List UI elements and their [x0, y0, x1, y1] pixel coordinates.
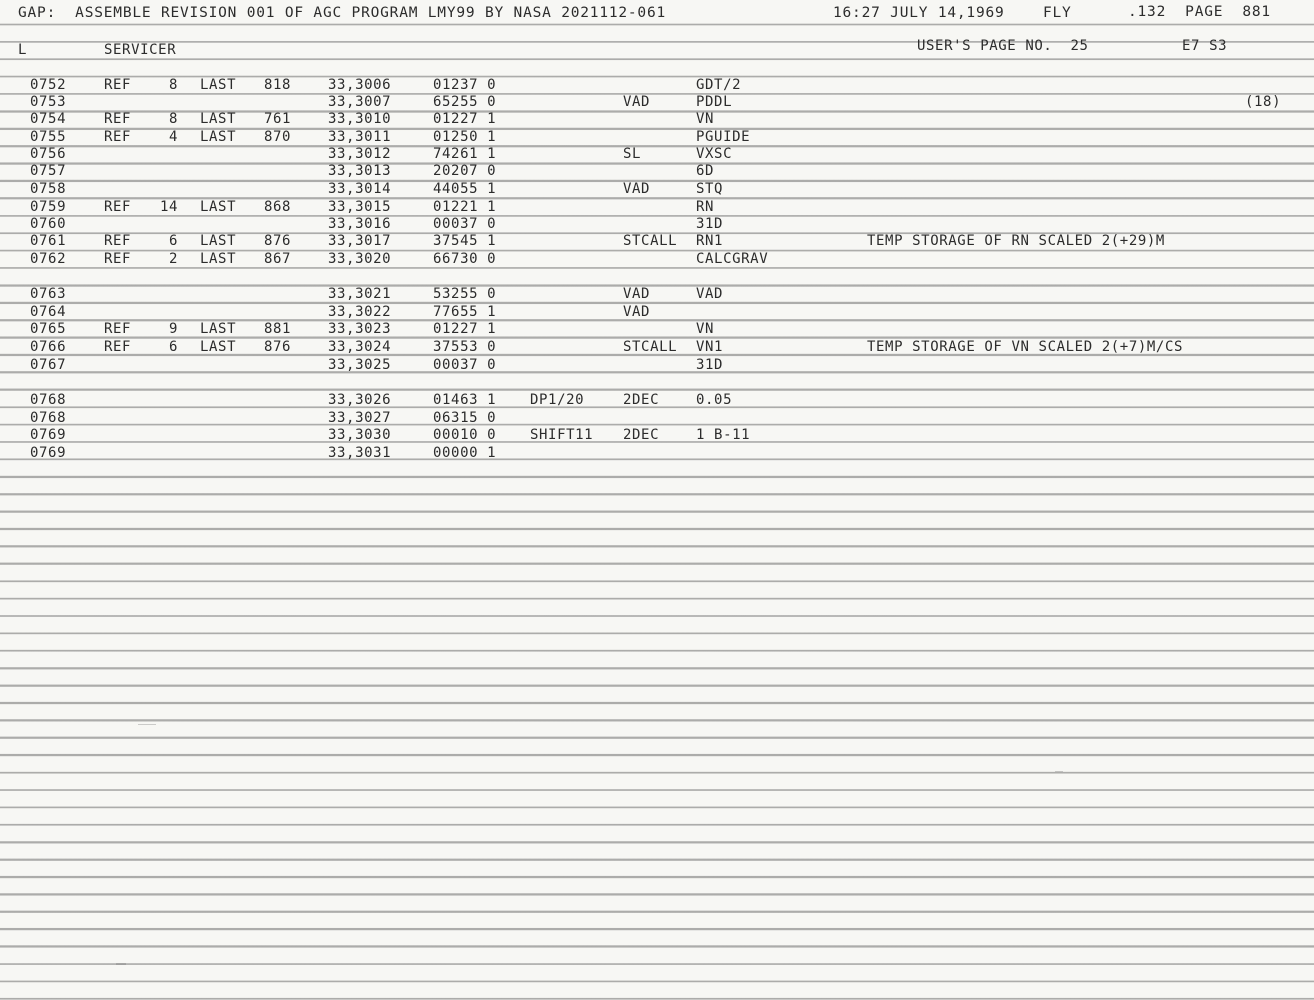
ref-count: 6 [168, 233, 178, 249]
last-line: 876 [264, 339, 292, 355]
last-line: 867 [264, 251, 292, 267]
operand: VAD [696, 286, 724, 302]
line-number: 0757 [30, 163, 67, 179]
operand: 31D [696, 216, 724, 232]
address: 33,3013 [328, 163, 392, 179]
ref-label: REF [104, 77, 132, 93]
comment: TEMP STORAGE OF RN SCALED 2(+29)M [867, 233, 1165, 249]
last-label: LAST [200, 321, 237, 337]
last-line: 761 [264, 111, 292, 127]
octal-word: 74261 1 [433, 146, 497, 162]
ref-label: REF [104, 233, 132, 249]
ref-count: 9 [168, 321, 178, 337]
last-label: LAST [200, 199, 237, 215]
octal-word: 37553 0 [433, 339, 497, 355]
address: 33,3012 [328, 146, 392, 162]
address: 33,3022 [328, 304, 392, 320]
ref-count: 14 [159, 199, 178, 215]
octal-word: 00037 0 [433, 216, 497, 232]
octal-word: 65255 0 [433, 94, 497, 110]
subheader-l: L [18, 42, 28, 58]
section-name: SERVICER [104, 42, 177, 58]
address: 33,3006 [328, 77, 392, 93]
last-label: LAST [200, 339, 237, 355]
address: 33,3007 [328, 94, 392, 110]
address: 33,3031 [328, 445, 392, 461]
address: 33,3023 [328, 321, 392, 337]
octal-word: 01227 1 [433, 111, 497, 127]
paper-smudge [116, 963, 126, 965]
address: 33,3015 [328, 199, 392, 215]
header-time-date: 16:27 JULY 14,1969 [833, 5, 1005, 21]
ref-label: REF [104, 199, 132, 215]
operand: RN1 [696, 233, 724, 249]
symbol-label: SHIFT11 [530, 427, 594, 443]
note: (18) [1245, 94, 1282, 110]
line-number: 0768 [30, 392, 67, 408]
last-line: 870 [264, 129, 292, 145]
header-page: .132 PAGE 881 [1128, 4, 1271, 20]
octal-word: 00010 0 [433, 427, 497, 443]
operand: VN [696, 111, 715, 127]
ref-count: 8 [168, 111, 178, 127]
octal-word: 37545 1 [433, 233, 497, 249]
opcode: VAD [623, 94, 651, 110]
ref-count: 8 [168, 77, 178, 93]
octal-word: 66730 0 [433, 251, 497, 267]
line-number: 0768 [30, 410, 67, 426]
line-number: 0755 [30, 129, 67, 145]
comment: TEMP STORAGE OF VN SCALED 2(+7)M/CS [867, 339, 1184, 355]
last-label: LAST [200, 111, 237, 127]
line-number: 0765 [30, 321, 67, 337]
paper-smudge [138, 724, 156, 725]
header-title: GAP: ASSEMBLE REVISION 001 OF AGC PROGRAM LMY99 BY NASA 2021112-061 [18, 5, 667, 21]
opcode: STCALL [623, 339, 678, 355]
operand: STQ [696, 181, 724, 197]
line-number: 0763 [30, 286, 67, 302]
address: 33,3021 [328, 286, 392, 302]
opcode: VAD [623, 286, 651, 302]
octal-word: 44055 1 [433, 181, 497, 197]
operand: 0.05 [696, 392, 733, 408]
header-mode: FLY [1043, 5, 1072, 21]
line-number: 0756 [30, 146, 67, 162]
opcode: 2DEC [623, 427, 660, 443]
octal-word: 01221 1 [433, 199, 497, 215]
octal-word: 20207 0 [433, 163, 497, 179]
address: 33,3027 [328, 410, 392, 426]
address: 33,3011 [328, 129, 392, 145]
line-number: 0760 [30, 216, 67, 232]
line-number: 0752 [30, 77, 67, 93]
ref-count: 6 [168, 339, 178, 355]
ref-label: REF [104, 321, 132, 337]
operand: GDT/2 [696, 77, 742, 93]
operand: PDDL [696, 94, 733, 110]
octal-word: 00000 1 [433, 445, 497, 461]
ref-label: REF [104, 251, 132, 267]
opcode: VAD [623, 304, 651, 320]
operand: VXSC [696, 146, 733, 162]
operand: CALCGRAV [696, 251, 769, 267]
line-number: 0758 [30, 181, 67, 197]
line-number: 0766 [30, 339, 67, 355]
opcode: 2DEC [623, 392, 660, 408]
operand: RN [696, 199, 715, 215]
address: 33,3010 [328, 111, 392, 127]
last-label: LAST [200, 129, 237, 145]
octal-word: 01227 1 [433, 321, 497, 337]
operand: 1 B-11 [696, 427, 751, 443]
ref-label: REF [104, 339, 132, 355]
address: 33,3025 [328, 357, 392, 373]
octal-word: 01237 0 [433, 77, 497, 93]
line-number: 0762 [30, 251, 67, 267]
last-line: 876 [264, 233, 292, 249]
line-number: 0769 [30, 427, 67, 443]
opcode: SL [623, 146, 642, 162]
operand: VN [696, 321, 715, 337]
last-label: LAST [200, 233, 237, 249]
ref-label: REF [104, 129, 132, 145]
line-number: 0753 [30, 94, 67, 110]
users-page-number: USER'S PAGE NO. 25 [917, 38, 1089, 54]
operand: VN1 [696, 339, 724, 355]
octal-word: 06315 0 [433, 410, 497, 426]
address: 33,3030 [328, 427, 392, 443]
last-line: 818 [264, 77, 292, 93]
last-line: 881 [264, 321, 292, 337]
ref-count: 2 [168, 251, 178, 267]
octal-word: 53255 0 [433, 286, 497, 302]
section-code: E7 S3 [1182, 38, 1228, 54]
opcode: STCALL [623, 233, 678, 249]
octal-word: 00037 0 [433, 357, 497, 373]
operand: 6D [696, 163, 715, 179]
octal-word: 77655 1 [433, 304, 497, 320]
line-number: 0764 [30, 304, 67, 320]
address: 33,3016 [328, 216, 392, 232]
line-number: 0754 [30, 111, 67, 127]
last-line: 868 [264, 199, 292, 215]
symbol-label: DP1/20 [530, 392, 585, 408]
line-number: 0761 [30, 233, 67, 249]
ref-label: REF [104, 111, 132, 127]
line-number: 0767 [30, 357, 67, 373]
address: 33,3017 [328, 233, 392, 249]
operand: PGUIDE [696, 129, 751, 145]
opcode: VAD [623, 181, 651, 197]
line-number: 0759 [30, 199, 67, 215]
address: 33,3014 [328, 181, 392, 197]
last-label: LAST [200, 77, 237, 93]
address: 33,3026 [328, 392, 392, 408]
paper-smudge [1055, 771, 1063, 772]
address: 33,3020 [328, 251, 392, 267]
octal-word: 01463 1 [433, 392, 497, 408]
last-label: LAST [200, 251, 237, 267]
octal-word: 01250 1 [433, 129, 497, 145]
line-number: 0769 [30, 445, 67, 461]
ref-count: 4 [168, 129, 178, 145]
address: 33,3024 [328, 339, 392, 355]
operand: 31D [696, 357, 724, 373]
